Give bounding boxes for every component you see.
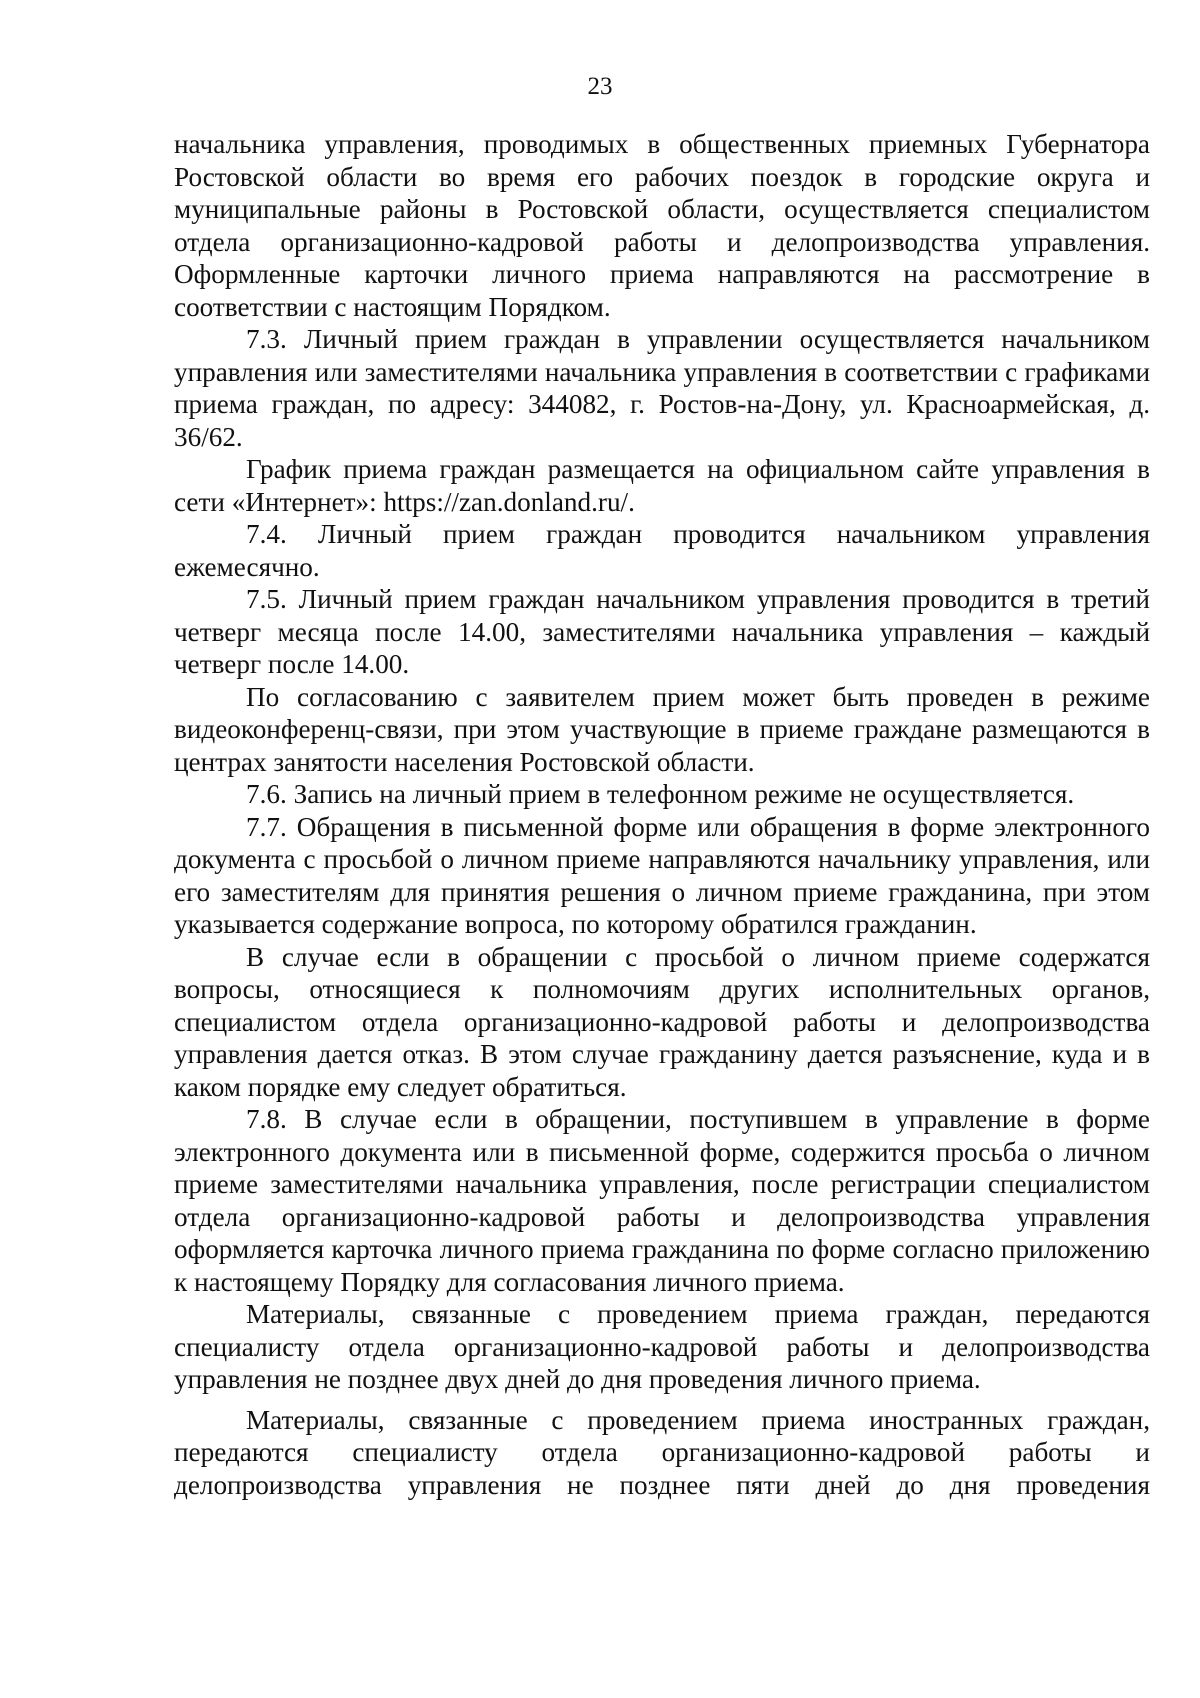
paragraph-materials-citizens: Материалы, связанные с проведением приема граждан, передаются специалисту отдела организационно-кадровой работы и делопроизводства управления не позднее двух дней до дня проведения личного приема. [174,1299,1150,1394]
page-number: 23 [587,73,613,100]
paragraph-7-3: 7.3. Личный прием граждан в управлении осуществляется начальником управления или заместителями начальника управления в соответствии с графиками приема граждан, по адресу: 344082, г. Ростов-на-Дону, ул. Красноармейская, д. 36/62. [174,324,1150,452]
paragraph-refusal: В случае если в обращении с просьбой о личном приеме содержатся вопросы, относящиеся к полномочиям других исполнительных органов, специалистом отдела организационно-кадровой работы и делопроизводства управления дается отказ. В этом случае гражданину дается разъяснение, куда и в каком порядке ему следует обратиться. [174,941,1150,1102]
document-body [174,128,1150,1501]
paragraph-7-8: 7.8. В случае если в обращении, поступившем в управление в форме электронного документа или в письменной форме, содержится просьба о личном приеме заместителями начальника управления, после регистрации специалистом отдела организационно-кадровой работы и делопроизводства управления оформляется карточка личного приема гражданина по форме согласно приложению к настоящему Порядку для согласования личного приема. [174,1104,1150,1297]
paragraph-schedule-info: График приема граждан размещается на официальном сайте управления в сети «Интернет»: https://zan.donland.ru/. [174,454,1150,517]
paragraph-7-6: 7.6. Запись на личный прием в телефонном режиме не осуществляется. [246,779,1075,809]
paragraph-7-7: 7.7. Обращения в письменной форме или обращения в форме электронного документа с просьбой о личном приеме направляются начальнику управления, или его заместителям для принятия решения о личном приеме гражданина, при этом указывается содержание вопроса, по которому обратился гражданин. [174,811,1150,939]
paragraph-continuation: начальника управления, проводимых в общественных приемных Губернатора Ростовской области во время его рабочих поездок в городские округа и муниципальные районы в Ростовской области, осуществляется специалистом отдела организационно-кадровой работы и делопроизводства управления. Оформленные карточки личного приема направляются на рассмотрение в соответствии с настоящим Порядком. [174,129,1150,322]
paragraph-7-4: 7.4. Личный прием граждан проводится начальником управления ежемесячно. [174,519,1150,582]
paragraph-7-5: 7.5. Личный прием граждан начальником управления проводится в третий четверг месяца после 14.00, заместителями начальника управления – каждый четверг после 14.00. [174,584,1150,679]
paragraph-materials-foreign-citizens: Материалы, связанные с проведением приема иностранных граждан, передаются специалисту отдела организационно-кадровой работы и делопроизводства управления не позднее пяти дней до дня проведения [174,1404,1150,1500]
paragraph-videoconference: По согласованию с заявителем прием может быть проведен в режиме видеоконференц-связи, при этом участвующие в приеме граждане размещаются в центрах занятости населения Ростовской области. [174,681,1150,777]
